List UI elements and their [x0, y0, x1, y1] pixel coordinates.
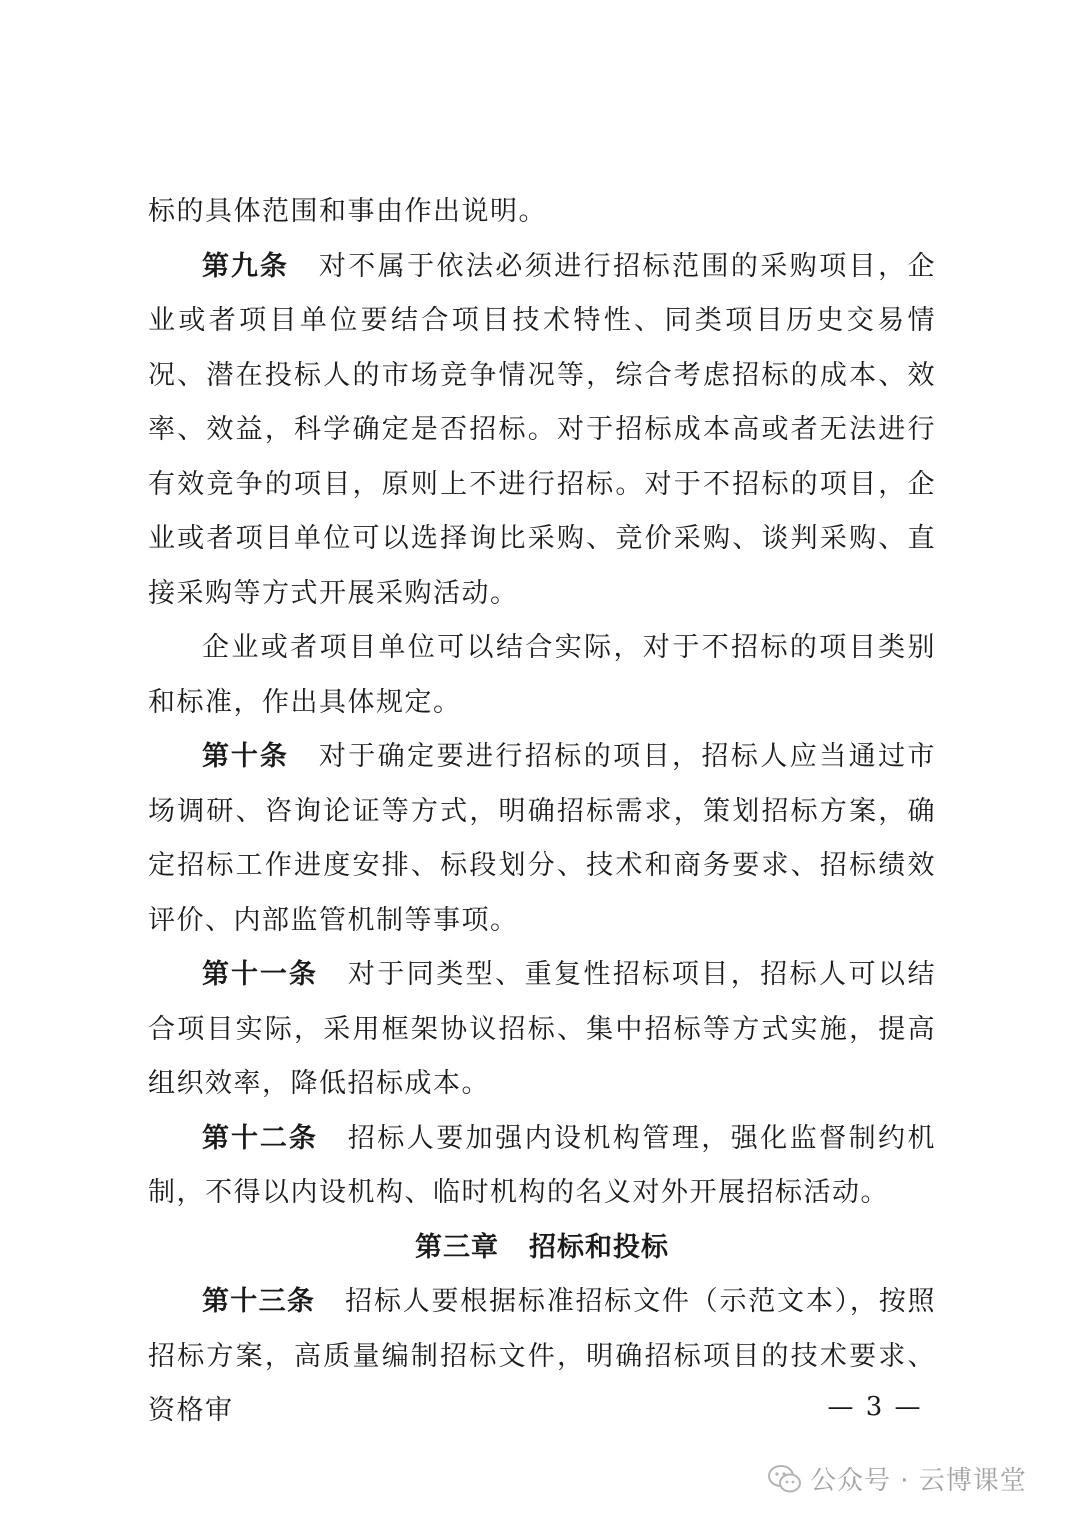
article-10 — [148, 730, 936, 948]
article-text: 招标人要加强内设机构管理，强化监督制约机制，不得以内设机构、临时机构的名义对外开展招标活动。 — [148, 1122, 937, 1208]
article-13 — [148, 1275, 936, 1439]
article-number: 第十一条 — [202, 959, 318, 990]
chapter-number: 第三章 — [415, 1231, 499, 1263]
article-text: 对于确定要进行招标的项目，招标人应当通过市场调研、咨询论证等方式，明确招标需求，策划招标方案，确定招标工作进度安排、标段划分、技术和商务要求、招标绩效评价、内部监管机制等事项。 — [148, 741, 937, 936]
article-9 — [148, 240, 936, 622]
watermark — [768, 1460, 1027, 1497]
chapter-title: 招标和投标 — [529, 1231, 669, 1263]
paragraph-plain — [148, 621, 936, 730]
article-text: 对于同类型、重复性招标项目，招标人可以结合项目实际，采用框架协议招标、集中招标等方式实施，提高组织效率，降低招标成本。 — [148, 959, 937, 1099]
page-number: — 3 — — [827, 1392, 923, 1422]
article-number: 第九条 — [202, 250, 289, 282]
article-number: 第十二条 — [202, 1122, 318, 1154]
paragraph-text: 企业或者项目单位可以结合实际，对于不招标的项目类别和标准，作出具体规定。 — [148, 632, 936, 718]
chapter-heading — [148, 1221, 936, 1276]
paragraph-text: 标的具体范围和事由作出说明。 — [148, 196, 547, 227]
document-body — [148, 185, 936, 1439]
watermark-text: 公众号 · 云博课堂 — [810, 1466, 1027, 1496]
wechat-icon — [768, 1464, 802, 1494]
article-11 — [148, 948, 936, 1112]
article-12 — [148, 1112, 936, 1221]
article-text: 招标人要根据标准招标文件（示范文本），按照招标方案，高质量编制招标文件，明确招标项目的技术要求、资格审 — [148, 1286, 937, 1426]
article-text: 对不属于依法必须进行招标范围的采购项目，企业或者项目单位要结合项目技术特性、同类项目历史交易情况、潜在投标人的市场竞争情况等，综合考虑招标的成本、效率、效益，科学确定是否招标。对于招标成本高或者无法进行有效竞争的项目，原则上不进行招标。对于不招标的项目，企业或者项目单位可以选择询比采购、竞价采购、谈判采购、直接采购等方式开展采购活动。 — [148, 250, 937, 609]
article-number: 第十条 — [202, 741, 289, 772]
article-number: 第十三条 — [202, 1286, 316, 1317]
paragraph-continuation — [148, 185, 936, 240]
